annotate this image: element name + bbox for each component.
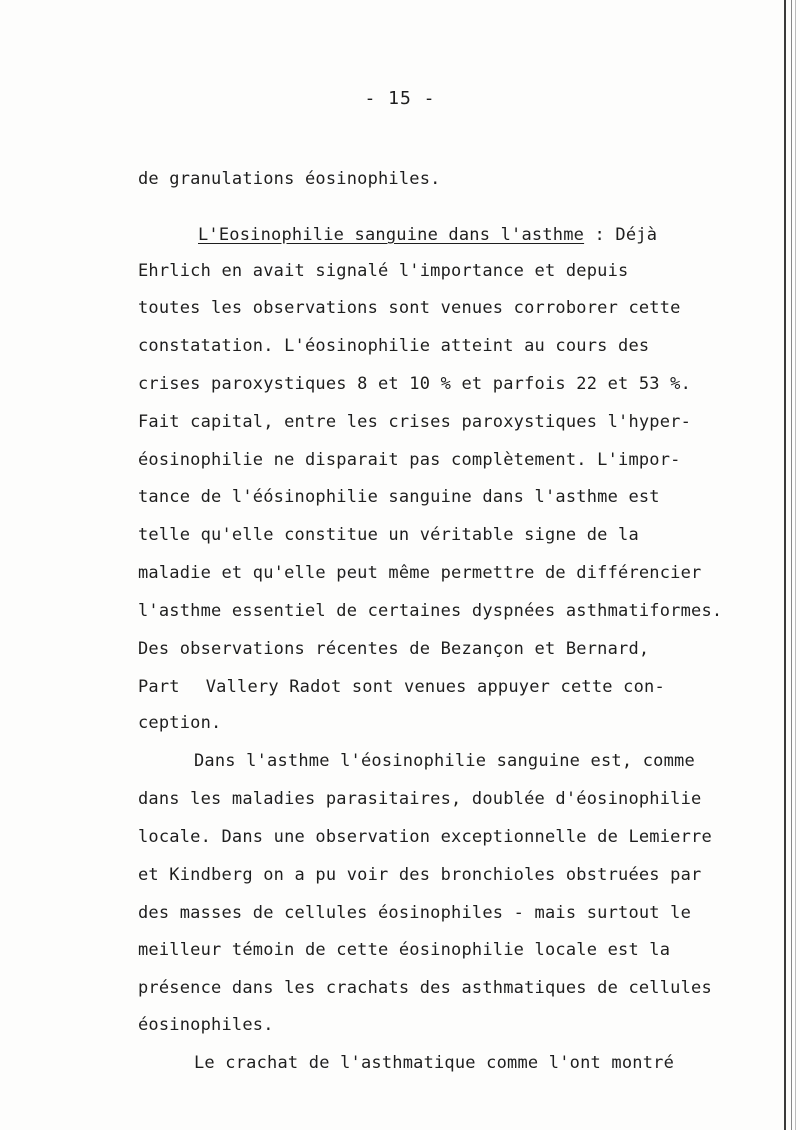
text-fragment: Part	[138, 677, 180, 697]
text-line: de granulations éosinophiles.	[138, 169, 441, 189]
text-line: présence dans les crachats des asthmatiques de cellules	[138, 978, 712, 998]
text-line: locale. Dans une observation exceptionnelle de Lemierre	[138, 827, 712, 847]
section-heading: L'Eosinophilie sanguine dans l'asthme	[198, 225, 585, 245]
text-fragment: Vallery Radot sont venues appuyer cette con-	[205, 677, 665, 697]
text-line: éosinophiles.	[138, 1015, 274, 1035]
scan-edge-line-thin	[791, 0, 792, 1130]
text-line: Ehrlich en avait signalé l'importance et depuis	[138, 261, 629, 281]
section-heading-line	[198, 224, 657, 246]
text-line: maladie et qu'elle peut même permettre de différencier	[138, 563, 702, 583]
paragraph-start-line: Le crachat de l'asthmatique comme l'ont montré	[194, 1053, 675, 1073]
text-line	[138, 676, 665, 698]
paragraph-start-line: Dans l'asthme l'éosinophilie sanguine est, comme	[194, 751, 695, 771]
text-line: telle qu'elle constitue un véritable signe de la	[138, 525, 639, 545]
text-line: éosinophilie ne disparait pas complètement. L'impor-	[138, 450, 681, 470]
text-line: ception.	[138, 713, 222, 733]
text-line: toutes les observations sont venues corroborer cette	[138, 298, 681, 318]
scan-edge-line-faint	[795, 0, 796, 1130]
text-line: et Kindberg on a pu voir des bronchioles obstruées par	[138, 865, 702, 885]
text-line: tance de l'éósinophilie sanguine dans l'asthme est	[138, 487, 660, 507]
text-line: dans les maladies parasitaires, doublée d'éosinophilie	[138, 789, 702, 809]
text-line: crises paroxystiques 8 et 10 % et parfois 22 et 53 %.	[138, 374, 692, 394]
text-line: Fait capital, entre les crises paroxystiques l'hyper-	[138, 412, 692, 432]
page-number: - 15 -	[364, 88, 436, 109]
text-line: Des observations récentes de Bezançon et Bernard,	[138, 639, 650, 659]
scan-edge-line	[784, 0, 786, 1130]
text-line: l'asthme essentiel de certaines dyspnées asthmatiformes.	[138, 601, 723, 621]
text-line: constatation. L'éosinophilie atteint au cours des	[138, 336, 650, 356]
text-line: des masses de cellules éosinophiles - mais surtout le	[138, 903, 692, 923]
text-line: meilleur témoin de cette éosinophilie locale est la	[138, 940, 671, 960]
text-line-continuation: : Déjà	[584, 225, 658, 245]
